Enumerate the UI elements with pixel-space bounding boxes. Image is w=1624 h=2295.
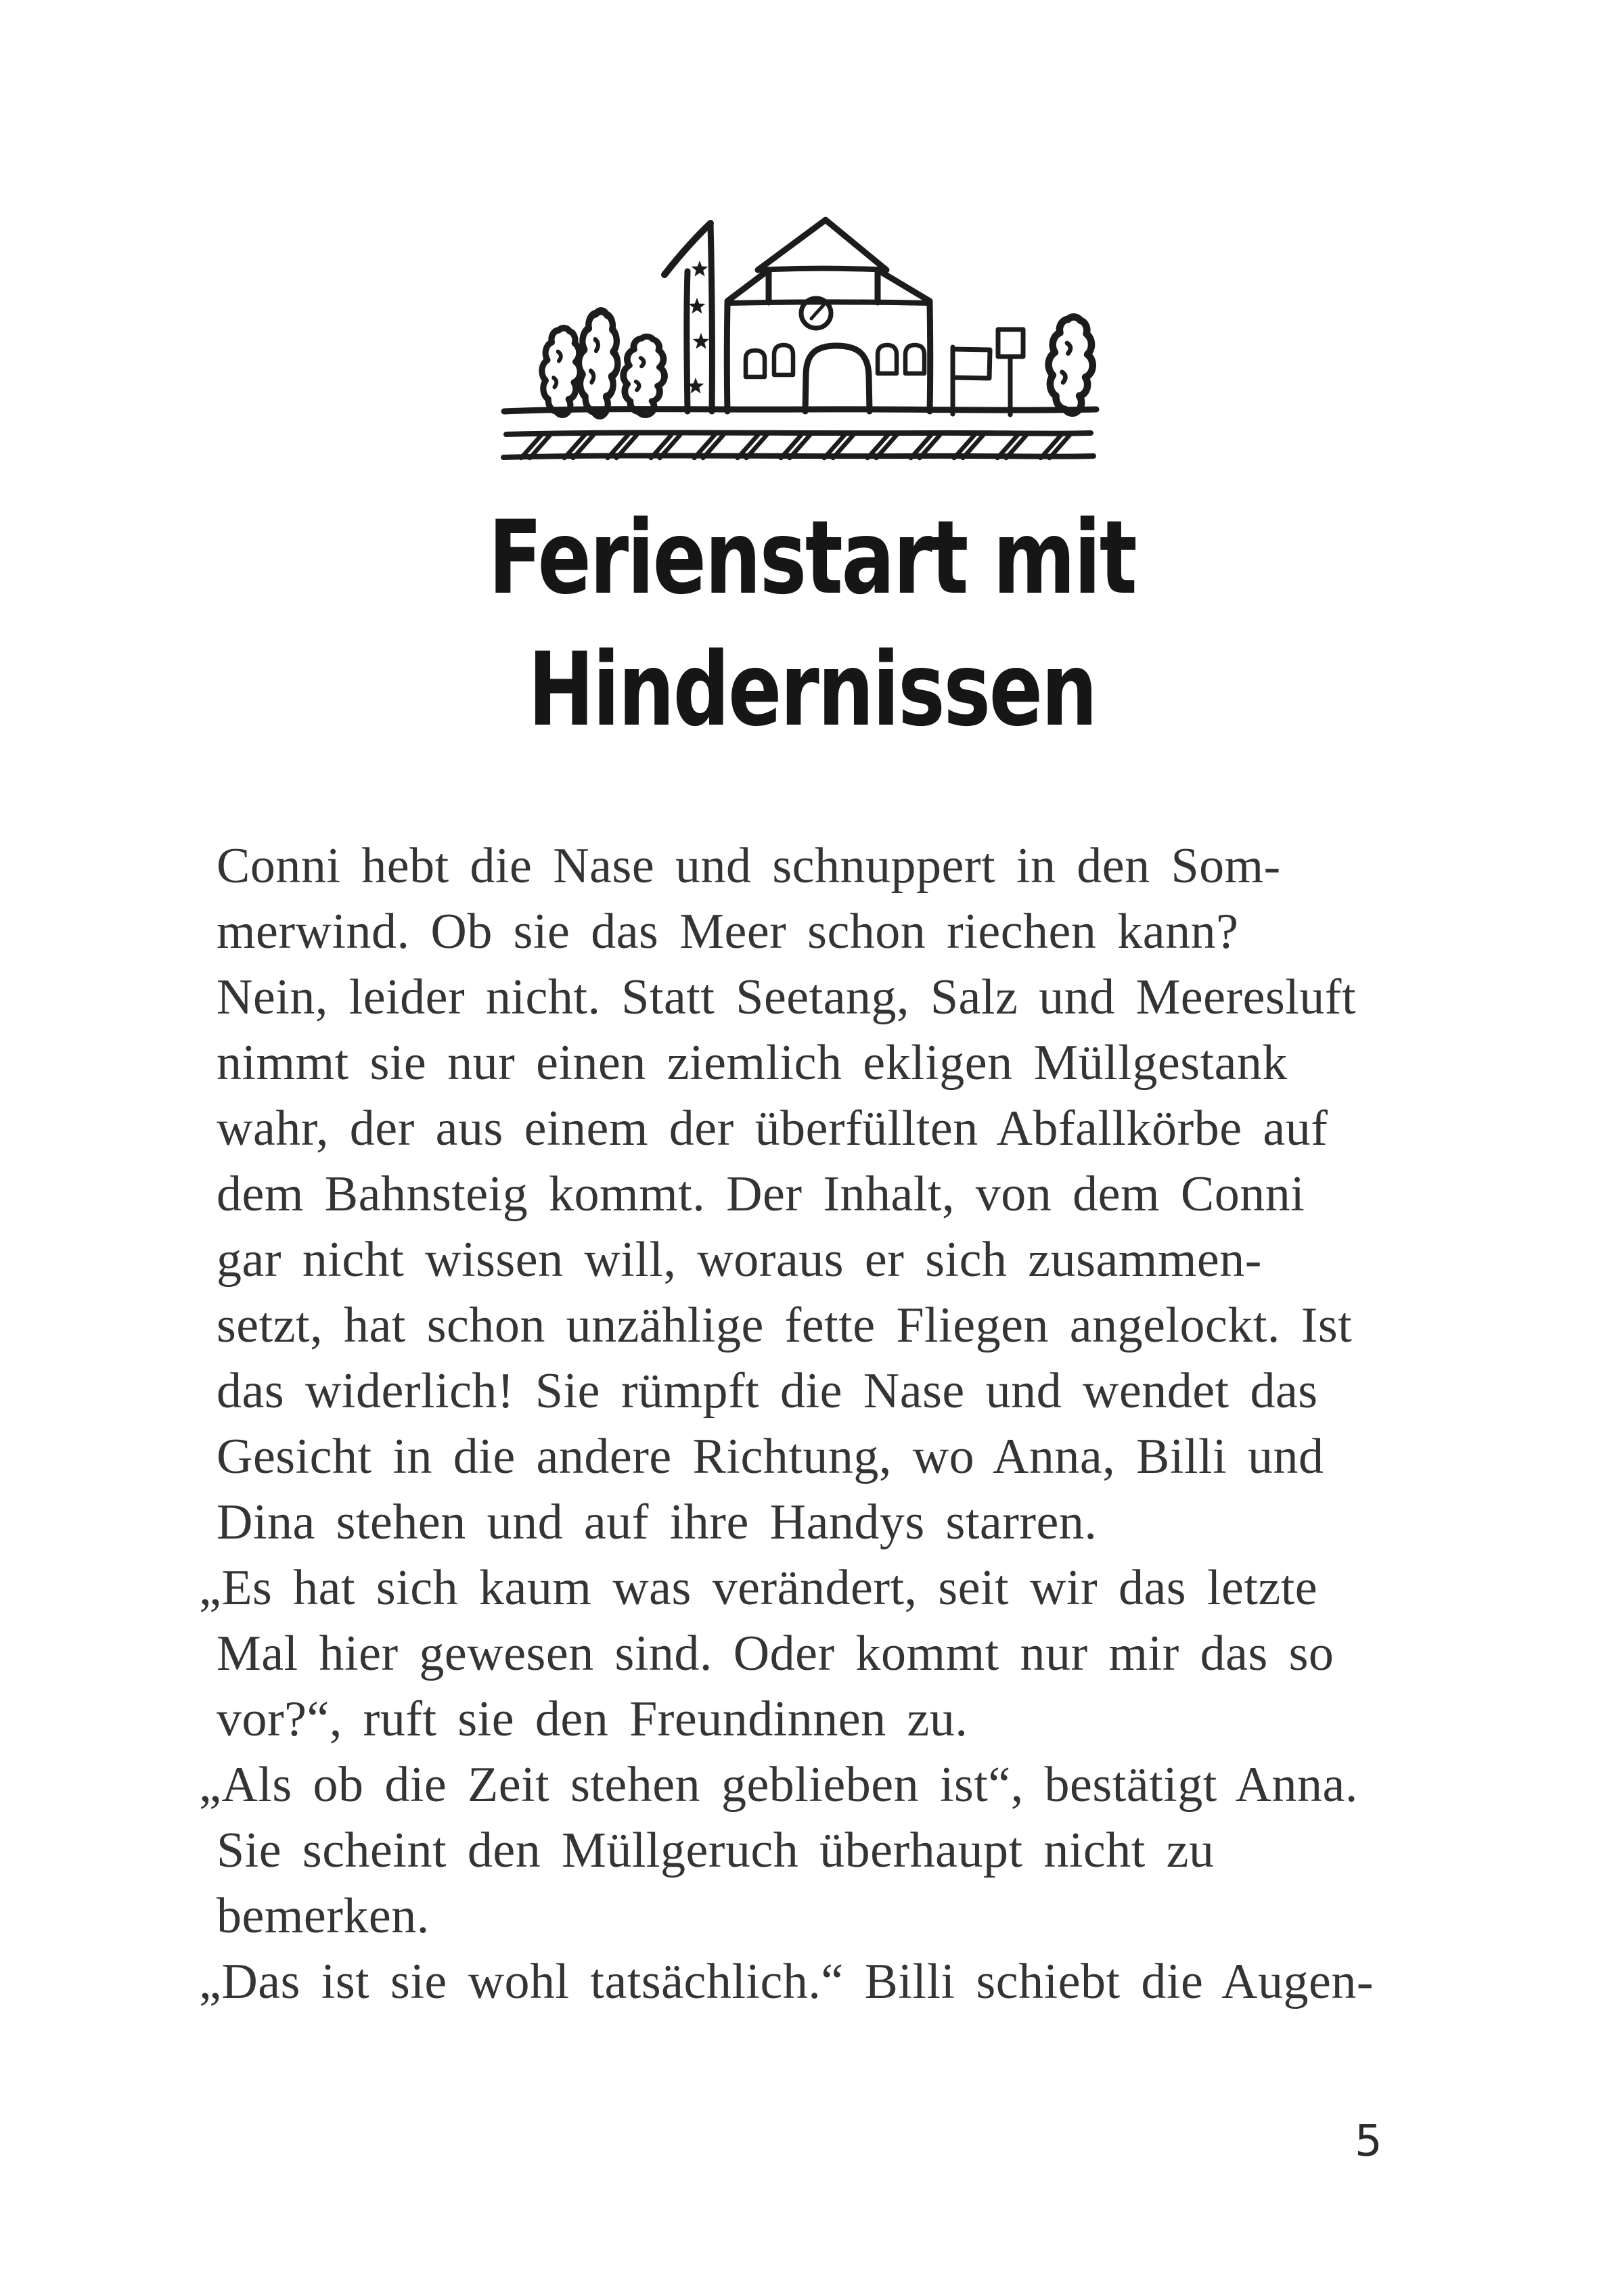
text-line: nimmt sie nur einen ziemlich ekligen Müllgestank xyxy=(217,1035,1288,1091)
text-line: Gesicht in die andere Richtung, wo Anna, Billi und xyxy=(217,1429,1324,1484)
star-tower xyxy=(664,223,712,411)
text-line: vor?“, ruft sie den Freundinnen zu. xyxy=(217,1691,968,1747)
text-line: setzt, hat schon unzählige fette Fliegen angelockt. Ist xyxy=(217,1298,1353,1353)
railway-track xyxy=(503,432,1093,458)
arched-door xyxy=(805,346,870,411)
text-line: „Das ist sie wohl tatsächlich.“ Billi schiebt die Augen- xyxy=(199,1954,1374,2009)
chapter-illustration xyxy=(501,213,1103,463)
arched-windows-left xyxy=(746,345,793,377)
chapter-title-line-2: Hindernissen xyxy=(528,631,1096,749)
text-line: Dina stehen und auf ihre Handys starren. xyxy=(217,1495,1098,1550)
right-tree xyxy=(1049,317,1093,413)
station-building xyxy=(727,220,930,411)
platform-signs xyxy=(953,330,1023,415)
chapter-title-line-1: Ferienstart mit xyxy=(488,499,1136,617)
text-line: merwind. Ob sie das Meer schon riechen kann? xyxy=(217,904,1239,959)
text-line: wahr, der aus einem der überfüllten Abfallkörbe auf xyxy=(217,1101,1328,1156)
text-line: das widerlich! Sie rümpft die Nase und wendet das xyxy=(217,1363,1318,1419)
text-line: Mal hier gewesen sind. Oder kommt nur mir das so xyxy=(217,1626,1334,1681)
text-line: dem Bahnsteig kommt. Der Inhalt, von dem Conni xyxy=(217,1166,1305,1222)
arched-windows-right xyxy=(878,345,924,373)
text-line: Sie scheint den Müllgeruch überhaupt nicht zu xyxy=(217,1823,1215,1878)
text-line: bemerken. xyxy=(217,1888,430,1944)
text-line: „Es hat sich kaum was verändert, seit wir das letzte xyxy=(199,1560,1318,1616)
text-line: Nein, leider nicht. Statt Seetang, Salz und Meeresluft xyxy=(217,970,1357,1025)
chapter-title xyxy=(0,493,1624,756)
text-line: gar nicht wissen will, woraus er sich zusammen- xyxy=(217,1232,1262,1288)
body-text xyxy=(199,834,1407,2015)
text-line: „Als ob die Zeit stehen geblieben ist“, bestätigt Anna. xyxy=(199,1757,1358,1813)
left-trees xyxy=(542,311,664,415)
page-number: 5 xyxy=(1355,2116,1382,2166)
text-line: Conni hebt die Nase und schnuppert in den Som- xyxy=(217,838,1281,894)
train-station-illustration-icon xyxy=(501,213,1103,463)
